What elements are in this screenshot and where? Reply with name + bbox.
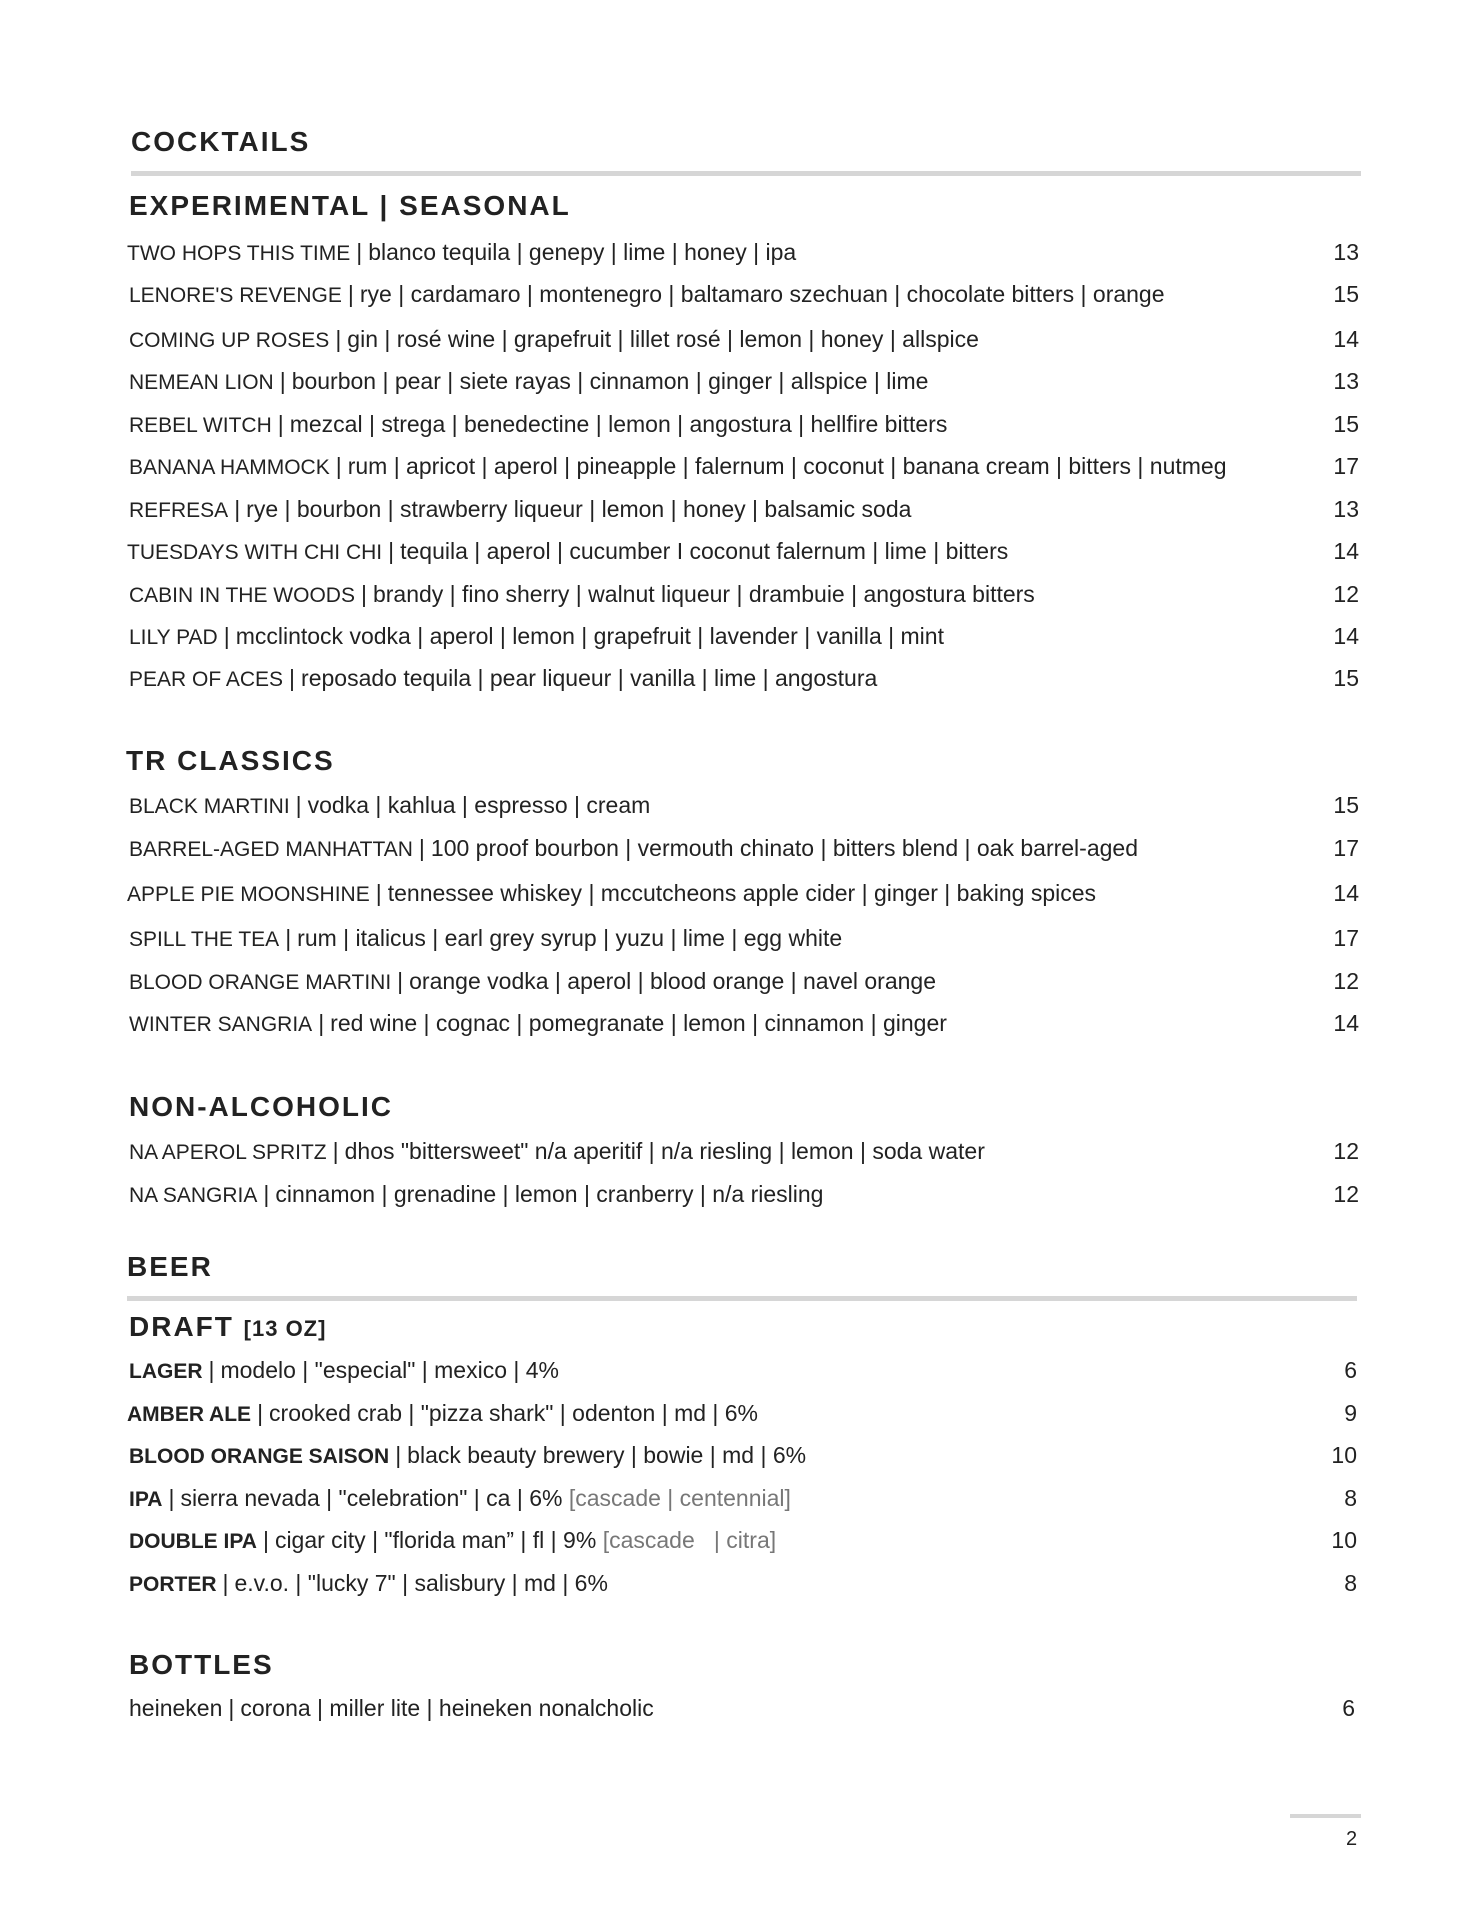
item-desc: blanco tequila | genepy | lime | honey | ipa [368, 239, 797, 265]
item-desc: modelo | "especial" | mexico | 4% [220, 1357, 559, 1383]
section-divider [127, 1296, 1357, 1301]
item-desc: 100 proof bourbon | vermouth chinato | bitters blend | oak barrel-aged [430, 835, 1138, 861]
item-desc: brandy | fino sherry | walnut liqueur | drambuie | angostura bitters [372, 581, 1035, 607]
item-desc: orange vodka | aperol | blood orange | navel orange [409, 968, 936, 994]
menu-item: TWO HOPS THIS TIME | blanco tequila | genepy | lime | honey | ipa [127, 239, 797, 265]
item-price: 17 [1333, 453, 1359, 479]
item-price: 12 [1333, 1138, 1359, 1164]
item-price: 17 [1333, 925, 1359, 951]
subsection-title-draft [129, 1311, 326, 1343]
item-price: 9 [1344, 1400, 1357, 1426]
item-desc: tequila | aperol | cucumber I coconut falernum | lime | bitters [400, 538, 1009, 564]
subsection-title-experimental: EXPERIMENTAL | SEASONAL [129, 190, 571, 221]
item-name: BLOOD ORANGE MARTINI [129, 971, 392, 994]
menu-item: WINTER SANGRIA | red wine | cognac | pomegranate | lemon | cinnamon | ginger [129, 1010, 947, 1036]
menu-item: REFRESA | rye | bourbon | strawberry liqueur | lemon | honey | balsamic soda [129, 496, 912, 522]
item-name: WINTER SANGRIA [129, 1013, 313, 1036]
draft-title: DRAFT [129, 1311, 234, 1342]
item-name: BLOOD ORANGE SAISON [129, 1445, 390, 1468]
menu-item: BLOOD ORANGE MARTINI | orange vodka | aperol | blood orange | navel orange [129, 968, 936, 994]
page-number: 2 [1346, 1828, 1358, 1850]
item-desc: corona | miller lite | heineken nonalcholic [240, 1695, 654, 1721]
item-name: SPILL THE TEA [129, 928, 280, 951]
menu-item: APPLE PIE MOONSHINE | tennessee whiskey | mccutcheons apple cider | ginger | baking spices [127, 880, 1097, 906]
item-hops: [cascade | centennial] [568, 1485, 791, 1511]
item-price: 6 [1342, 1695, 1355, 1721]
item-hops: [cascade | citra] [602, 1527, 777, 1553]
section-title-cocktails: COCKTAILS [131, 126, 311, 157]
item-name: TWO HOPS THIS TIME [127, 242, 351, 265]
menu-item: NEMEAN LION | bourbon | pear | siete rayas | cinnamon | ginger | allspice | lime [129, 368, 929, 394]
item-price: 15 [1333, 281, 1359, 307]
item-desc: mezcal | strega | benedectine | lemon | angostura | hellfire bitters [289, 411, 948, 437]
section-divider [131, 171, 1361, 176]
menu-item: AMBER ALE | crooked crab | "pizza shark" | odenton | md | 6% [127, 1400, 759, 1426]
item-desc: rum | apricot | aperol | pineapple | falernum | coconut | banana cream | bitters | nutmeg [347, 453, 1227, 479]
item-name: COMING UP ROSES [129, 329, 330, 352]
item-name: PEAR OF ACES [129, 668, 284, 691]
item-price: 6 [1344, 1357, 1357, 1383]
item-name: LAGER [129, 1360, 203, 1383]
item-desc: cinnamon | grenadine | lemon | cranberry | n/a riesling [275, 1181, 824, 1207]
item-name: REFRESA [129, 499, 229, 522]
menu-item: LENORE'S REVENGE | rye | cardamaro | montenegro | baltamaro szechuan | chocolate bitters | orange [129, 281, 1165, 307]
footer-divider [1290, 1814, 1361, 1818]
item-name: NA SANGRIA [129, 1184, 258, 1207]
menu-item: PORTER | e.v.o. | "lucky 7" | salisbury | md | 6% [129, 1570, 608, 1596]
item-name: APPLE PIE MOONSHINE [127, 883, 370, 906]
item-price: 15 [1333, 792, 1359, 818]
item-name: REBEL WITCH [129, 414, 272, 437]
item-name: AMBER ALE [127, 1403, 252, 1426]
item-price: 17 [1333, 835, 1359, 861]
item-name: NEMEAN LION [129, 371, 274, 394]
menu-item: BARREL-AGED MANHATTAN | 100 proof bourbon | vermouth chinato | bitters blend | oak barrel-aged [129, 835, 1138, 861]
item-name: BARREL-AGED MANHATTAN [129, 838, 413, 861]
section-title-beer: BEER [127, 1251, 213, 1282]
menu-item: CABIN IN THE WOODS | brandy | fino sherry | walnut liqueur | drambuie | angostura bitters [129, 581, 1035, 607]
item-price: 15 [1333, 665, 1359, 691]
item-price: 14 [1333, 880, 1359, 906]
menu-item: REBEL WITCH | mezcal | strega | benedectine | lemon | angostura | hellfire bitters [129, 411, 948, 437]
item-name: TUESDAYS WITH CHI CHI [127, 541, 383, 564]
menu-item: heineken | corona | miller lite | heineken nonalcholic [129, 1695, 654, 1721]
item-desc: rye | cardamaro | montenegro | baltamaro szechuan | chocolate bitters | orange [359, 281, 1165, 307]
item-price: 10 [1331, 1527, 1357, 1553]
menu-item: DOUBLE IPA | cigar city | "florida man” | fl | 9% [cascade | citra] [129, 1527, 777, 1553]
item-price: 13 [1333, 496, 1359, 522]
item-name: NA APEROL SPRITZ [129, 1141, 327, 1164]
item-name: BLACK MARTINI [129, 795, 290, 818]
menu-item: TUESDAYS WITH CHI CHI | tequila | aperol | cucumber I coconut falernum | lime | bitters [127, 538, 1009, 564]
item-price: 14 [1333, 623, 1359, 649]
item-desc: rye | bourbon | strawberry liqueur | lemon | honey | balsamic soda [246, 496, 912, 522]
item-desc: black beauty brewery | bowie | md | 6% [407, 1442, 807, 1468]
item-desc: sierra nevada | "celebration" | ca | 6% [180, 1485, 563, 1511]
subsection-title-classics: TR CLASSICS [126, 745, 335, 776]
item-desc: cigar city | "florida man” | fl | 9% [274, 1527, 597, 1553]
menu-item: PEAR OF ACES | reposado tequila | pear liqueur | vanilla | lime | angostura [129, 665, 878, 691]
item-name: DOUBLE IPA [129, 1530, 257, 1553]
item-price: 15 [1333, 411, 1359, 437]
item-name: LENORE'S REVENGE [129, 284, 342, 307]
subsection-title-bottles: BOTTLES [129, 1649, 274, 1680]
item-desc: red wine | cognac | pomegranate | lemon | cinnamon | ginger [330, 1010, 947, 1036]
item-desc: reposado tequila | pear liqueur | vanilla | lime | angostura [301, 665, 878, 691]
menu-item: BLACK MARTINI | vodka | kahlua | espresso | cream [129, 792, 651, 818]
item-price: 13 [1333, 368, 1359, 394]
menu-item: COMING UP ROSES | gin | rosé wine | grapefruit | lillet rosé | lemon | honey | allspice [129, 326, 979, 352]
item-desc: rum | italicus | earl grey syrup | yuzu | lime | egg white [297, 925, 843, 951]
menu-item: SPILL THE TEA | rum | italicus | earl grey syrup | yuzu | lime | egg white [129, 925, 843, 951]
item-name: LILY PAD [129, 626, 218, 649]
item-price: 14 [1333, 1010, 1359, 1036]
item-price: 10 [1331, 1442, 1357, 1468]
menu-item: NA SANGRIA | cinnamon | grenadine | lemon | cranberry | n/a riesling [129, 1181, 824, 1207]
draft-size: [13 OZ] [243, 1316, 327, 1341]
item-desc: gin | rosé wine | grapefruit | lillet rosé | lemon | honey | allspice [347, 326, 979, 352]
menu-item: IPA | sierra nevada | "celebration" | ca | 6% [cascade | centennial] [129, 1485, 791, 1511]
item-price: 8 [1344, 1570, 1357, 1596]
item-name: PORTER [129, 1573, 217, 1596]
item-price: 14 [1333, 326, 1359, 352]
menu-item: LAGER | modelo | "especial" | mexico | 4% [129, 1357, 559, 1383]
menu-item: LILY PAD | mcclintock vodka | aperol | lemon | grapefruit | lavender | vanilla | mint [129, 623, 944, 649]
item-desc: mcclintock vodka | aperol | lemon | grapefruit | lavender | vanilla | mint [235, 623, 944, 649]
item-name: IPA [129, 1488, 163, 1511]
item-name: CABIN IN THE WOODS [129, 584, 355, 607]
item-name: heineken [129, 1695, 223, 1721]
menu-item: NA APEROL SPRITZ | dhos "bittersweet" n/a aperitif | n/a riesling | lemon | soda water [129, 1138, 985, 1164]
menu-item: BLOOD ORANGE SAISON | black beauty brewery | bowie | md | 6% [129, 1442, 807, 1468]
item-price: 12 [1333, 1181, 1359, 1207]
item-desc: dhos "bittersweet" n/a aperitif | n/a riesling | lemon | soda water [344, 1138, 985, 1164]
item-desc: bourbon | pear | siete rayas | cinnamon | ginger | allspice | lime [291, 368, 929, 394]
subsection-title-non-alcoholic: NON-ALCOHOLIC [129, 1091, 393, 1122]
item-price: 12 [1333, 968, 1359, 994]
item-price: 13 [1333, 239, 1359, 265]
item-price: 12 [1333, 581, 1359, 607]
menu-item: BANANA HAMMOCK | rum | apricot | aperol | pineapple | falernum | coconut | banana cream | bitters | nutmeg [129, 453, 1227, 479]
item-price: 14 [1333, 538, 1359, 564]
item-desc: crooked crab | "pizza shark" | odenton | md | 6% [269, 1400, 759, 1426]
item-desc: e.v.o. | "lucky 7" | salisbury | md | 6% [234, 1570, 608, 1596]
item-desc: tennessee whiskey | mccutcheons apple cider | ginger | baking spices [387, 880, 1097, 906]
item-name: BANANA HAMMOCK [129, 456, 330, 479]
item-desc: vodka | kahlua | espresso | cream [307, 792, 651, 818]
item-price: 8 [1344, 1485, 1357, 1511]
